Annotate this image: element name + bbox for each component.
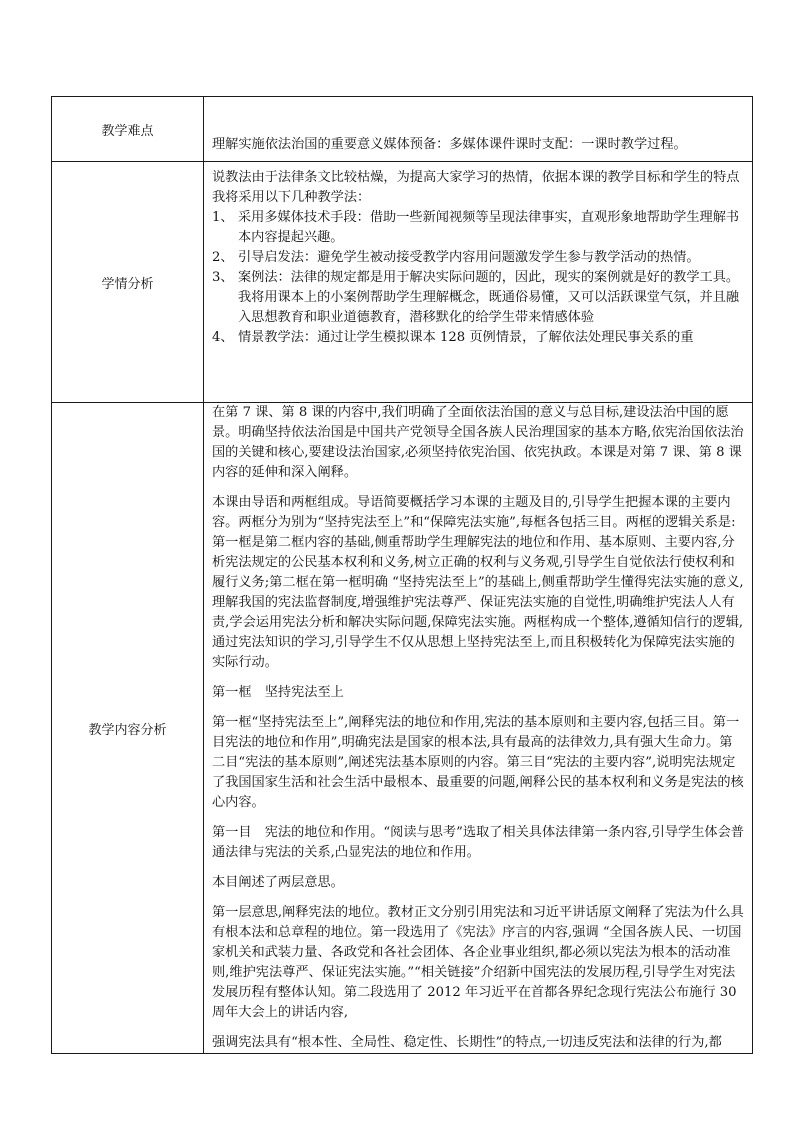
list-item <box>212 208 745 248</box>
label-content-analysis: 教学内容分析 <box>52 403 204 1054</box>
content-teaching-difficulty: 理解实施依法治国的重要意义媒体预备：多媒体课件课时支配：一课时教学过程。 <box>204 97 753 162</box>
list-item <box>212 268 745 328</box>
list-item-number: 2、 <box>212 250 234 265</box>
list-item-number: 3、 <box>212 270 234 285</box>
list-item-text: 采用多媒体技术手段：借助一些新闻视频等呈现法律事实，直观形象地帮助学生理解书本内容提起兴趣。 <box>238 210 740 245</box>
content-paragraph: 强调宪法具有“根本性、全局性、稳定性、长期性”的特点,一切违反宪法和法律的行为,都 <box>212 1035 722 1050</box>
lesson-plan-table <box>51 96 753 1054</box>
section-heading: 第一框 坚持宪法至上 <box>212 685 344 700</box>
label-teaching-difficulty: 教学难点 <box>52 97 204 162</box>
content-paragraph: 本目阐述了两层意思。 <box>212 875 344 890</box>
list-item-number: 4、 <box>212 330 234 345</box>
content-student-situation <box>204 162 753 403</box>
row-student-situation <box>52 162 753 403</box>
content-paragraph: 第一层意思,阐释宪法的地位。教材正文分别引用宪法和习近平讲话原文阐释了宪法为什么具有根本法和总章程的地位。第一段选用了《宪法》序言的内容,强调 “全国各族人民、一切国家机关和武装力量、各政党和各社会团体、各企业事业组织,都必须以宪法为根本的活动准则,维护宪法尊严、保证宪法实施。”“相关链接”介绍新中国宪法的发展历程,引导学生对宪法发展历程有整体认知。第二段选用了 2012 年习近平在首都各界纪念现行宪法公布施行 30 周年大会上的讲话内容, <box>212 905 744 1020</box>
content-paragraph: 在第 7 课、第 8 课的内容中,我们明确了全面依法治国的意义与总目标,建设法治中国的愿景。明确坚持依法治国是中国共产党领导全国各族人民治理国家的基本方略,依宪治国依法治国的关键和核心,要建设法治国家,必须坚持依宪治国、依宪执政。本课是对第 7 课、第 8 课内容的延伸和深入阐释。 <box>212 405 744 480</box>
row-teaching-difficulty <box>52 97 753 162</box>
list-item-text: 案例法：法律的规定都是用于解决实际问题的，因此，现实的案例就是好的教学工具。我将用课本上的小案例帮助学生理解概念，既通俗易懂，又可以活跃课堂气氛，并且融入思想教育和职业道德教育，潜移默化的给学生带来情感体验 <box>238 270 740 325</box>
content-content-analysis <box>204 403 753 1054</box>
list-item-text: 情景教学法：通过让学生模拟课本 128 页例情景，了解依法处理民事关系的重 <box>238 330 694 345</box>
list-item <box>212 248 745 268</box>
list-item <box>212 328 745 348</box>
content-paragraph: 第一目 宪法的地位和作用。“阅读与思考”选取了相关具体法律第一条内容,引导学生体会普通法律与宪法的关系,凸显宪法的地位和作用。 <box>212 825 744 860</box>
list-item-number: 1、 <box>212 210 234 225</box>
label-student-situation: 学情分析 <box>52 162 204 403</box>
content-paragraph: 本课由导语和两框组成。导语简要概括学习本课的主题及目的,引导学生把握本课的主要内容。两框分为别为“坚持宪法至上”和“保障宪法实施”,每框各包括三目。两框的逻辑关系是:第一框是第二框内容的基础,侧重帮助学生理解宪法的地位和作用、基本原则、主要内容,分析宪法规定的公民基本权利和义务,树立正确的权利与义务观,引导学生自觉依法行使权利和履行义务;第二框在第一框明确 “坚持宪法至上”的基础上,侧重帮助学生懂得宪法实施的意义,理解我国的宪法监督制度,增强维护宪法尊严、保证宪法实施的自觉性,明确维护宪法人人有责,学会运用宪法分析和解决实际问题,保障宪法实施。两框构成一个整体,遵循知信行的逻辑,通过宪法知识的学习,引导学生不仅从思想上坚持宪法至上,而且积极转化为保障宪法实施的实际行动。 <box>212 495 744 670</box>
situation-intro: 说教法由于法律条文比较枯燥，为提高大家学习的热情，依据本课的教学目标和学生的特点我将采用以下几种教学法： <box>212 170 740 205</box>
content-paragraph: 第一框“坚持宪法至上”,阐释宪法的地位和作用,宪法的基本原则和主要内容,包括三目。第一目宪法的地位和作用”,明确宪法是国家的根本法,具有最高的法律效力,具有强大生命力。第二目“宪法的基本原则”,阐述宪法基本原则的内容。第三目“宪法的主要内容”,说明宪法规定了我国国家生活和社会生活中最根本、最重要的问题,阐释公民的基本权利和义务是宪法的核心内容。 <box>212 715 744 810</box>
row-content-analysis <box>52 403 753 1054</box>
list-item-text: 引导启发法：避免学生被动接受教学内容用问题激发学生参与教学活动的热情。 <box>238 250 700 265</box>
